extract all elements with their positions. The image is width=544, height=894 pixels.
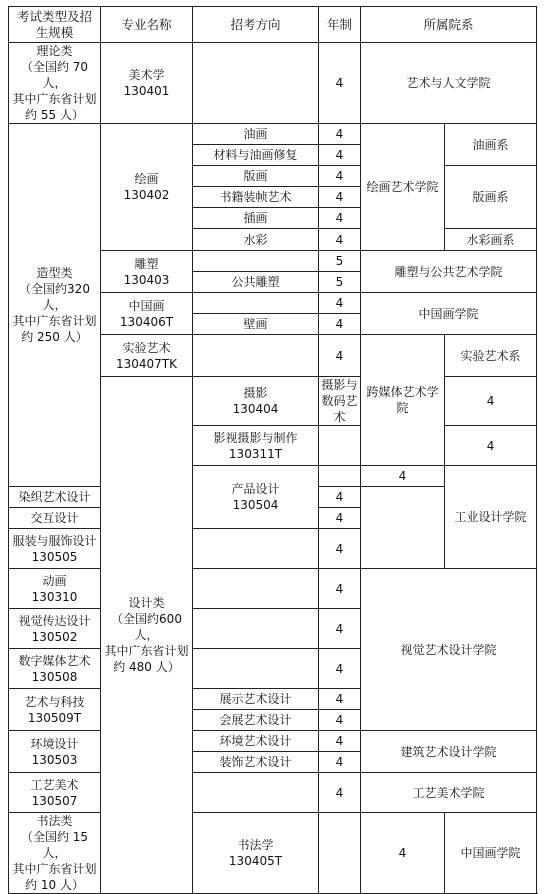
years-cell: 4 xyxy=(319,293,361,314)
dept-oil: 油画系 xyxy=(445,124,537,166)
major-film: 影视摄影与制作 130311T xyxy=(193,426,319,466)
school-painting: 绘画艺术学院 xyxy=(361,124,445,251)
direction-empty xyxy=(193,649,319,689)
years-cell: 4 xyxy=(361,466,445,487)
years-cell: 4 xyxy=(319,487,361,508)
direction-mural: 壁画 xyxy=(193,314,319,335)
direction-env-art: 环境艺术设计 xyxy=(193,731,319,752)
table-row xyxy=(9,124,537,145)
years-cell: 4 xyxy=(319,145,361,166)
category-theory: 理论类 （全国约 70 人， 其中广东省计划 约 55 人） xyxy=(9,43,101,124)
table-row xyxy=(9,731,537,752)
major-experimental: 实验艺术 130407TK xyxy=(101,335,193,377)
major-art-tech: 艺术与科技 130509T xyxy=(9,689,101,731)
major-art-history: 美术学 130401 xyxy=(101,43,193,124)
school-crossmedia: 跨媒体艺术学 院 xyxy=(361,335,445,466)
years-cell: 4 xyxy=(445,426,537,466)
years-cell: 4 xyxy=(319,649,361,689)
direction-empty xyxy=(319,813,361,894)
years-cell: 4 xyxy=(319,187,361,208)
years-cell: 4 xyxy=(319,731,361,752)
table-row xyxy=(9,43,537,124)
major-fashion: 服装与服饰设计 130505 xyxy=(9,529,101,569)
category-modeling: 造型类 （全国约320人， 其中广东省计划 约 250 人） xyxy=(9,124,101,487)
table-row xyxy=(9,773,537,813)
direction-empty xyxy=(193,43,319,124)
years-cell: 5 xyxy=(319,251,361,272)
major-product: 产品设计 130504 xyxy=(193,466,319,529)
direction-interaction: 交互设计 xyxy=(9,508,101,529)
major-photography: 摄影 130404 xyxy=(193,377,319,426)
dept-experimental: 实验艺术系 xyxy=(445,335,537,377)
header-years: 年制 xyxy=(319,7,361,43)
years-cell: 4 xyxy=(319,773,361,813)
header-direction: 招考方向 xyxy=(193,7,319,43)
direction-oil: 油画 xyxy=(193,124,319,145)
direction-empty xyxy=(319,426,361,466)
school-visual: 视觉艺术设计学院 xyxy=(361,569,537,731)
years-cell: 4 xyxy=(319,710,361,731)
category-design: 设计类 （全国约600人， 其中广东省计划 约 480 人） xyxy=(101,377,193,894)
direction-empty xyxy=(193,569,319,609)
school-industrial: 工业设计学院 xyxy=(445,466,537,569)
school-chinese-painting: 中国画学院 xyxy=(445,813,537,894)
direction-exhibit: 展示艺术设计 xyxy=(193,689,319,710)
direction-empty xyxy=(193,609,319,649)
years-cell: 4 xyxy=(319,43,361,124)
major-chinese-painting: 中国画 130406T xyxy=(101,293,193,335)
direction-public-sculpture: 公共雕塑 xyxy=(193,272,319,293)
direction-book: 书籍装帧艺术 xyxy=(193,187,319,208)
header-row xyxy=(9,7,537,43)
direction-empty xyxy=(193,293,319,314)
direction-print: 版画 xyxy=(193,166,319,187)
major-crafts: 工艺美术 130507 xyxy=(9,773,101,813)
header-category: 考试类型及招 生规模 xyxy=(9,7,101,43)
direction-empty xyxy=(193,773,319,813)
years-cell: 4 xyxy=(319,569,361,609)
direction-decoration: 装饰艺术设计 xyxy=(193,752,319,773)
direction-photo-digital: 摄影与数码艺术 xyxy=(319,377,361,426)
years-cell: 5 xyxy=(319,272,361,293)
school-architecture: 建筑艺术设计学院 xyxy=(361,731,537,773)
major-sculpture: 雕塑 130403 xyxy=(101,251,193,293)
years-cell: 4 xyxy=(319,689,361,710)
years-cell: 4 xyxy=(319,314,361,335)
years-cell: 4 xyxy=(445,377,537,426)
school-sculpture: 雕塑与公共艺术学院 xyxy=(361,251,537,293)
school-humanities: 艺术与人文学院 xyxy=(361,43,537,124)
table-row xyxy=(9,569,537,609)
major-painting: 绘画 130402 xyxy=(101,124,193,251)
years-cell: 4 xyxy=(319,752,361,773)
header-school: 所属院系 xyxy=(361,7,537,43)
years-cell: 4 xyxy=(319,508,361,529)
dept-print: 版画系 xyxy=(445,166,537,229)
table-row xyxy=(9,813,537,894)
major-animation: 动画 130310 xyxy=(9,569,101,609)
direction-illustration: 插画 xyxy=(193,208,319,229)
admissions-table xyxy=(8,6,537,894)
years-cell: 4 xyxy=(319,208,361,229)
header-major: 专业名称 xyxy=(101,7,193,43)
years-cell: 4 xyxy=(319,229,361,251)
school-chinese-painting: 中国画学院 xyxy=(361,293,537,335)
direction-empty xyxy=(193,251,319,272)
direction-fair: 会展艺术设计 xyxy=(193,710,319,731)
years-cell: 4 xyxy=(361,813,445,894)
major-environment: 环境设计 130503 xyxy=(9,731,101,773)
direction-empty xyxy=(193,335,319,377)
major-digital: 数字媒体艺术 130508 xyxy=(9,649,101,689)
direction-watercolor: 水彩 xyxy=(193,229,319,251)
years-cell: 4 xyxy=(319,335,361,377)
years-cell: 4 xyxy=(319,124,361,145)
dept-watercolor: 水彩画系 xyxy=(445,229,537,251)
direction-empty xyxy=(319,466,361,487)
school-crafts: 工艺美术学院 xyxy=(361,773,537,813)
direction-dye: 染织艺术设计 xyxy=(9,487,101,508)
major-calligraphy: 书法学 130405T xyxy=(193,813,319,894)
major-visual: 视觉传达设计 130502 xyxy=(9,609,101,649)
years-cell: 4 xyxy=(319,609,361,649)
direction-empty xyxy=(193,529,319,569)
category-calligraphy: 书法类 （全国约 15 人， 其中广东省计划 约 10 人） xyxy=(9,813,101,894)
years-cell: 4 xyxy=(319,529,361,569)
direction-materials: 材料与油画修复 xyxy=(193,145,319,166)
years-cell: 4 xyxy=(319,166,361,187)
